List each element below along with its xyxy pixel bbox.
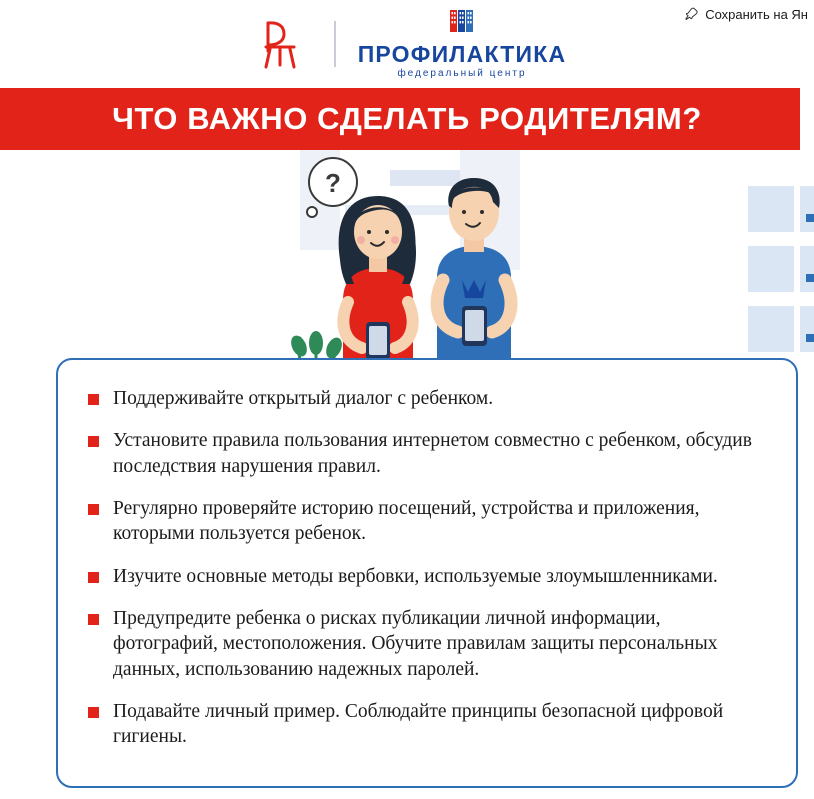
list-item <box>88 564 766 589</box>
bullet-icon <box>88 572 99 583</box>
brand-subtitle: федеральный центр <box>397 68 527 80</box>
brand-name: ПРОФИЛАКТИКА <box>357 41 567 68</box>
tip-text: Предупредите ребенка о рисках публикации личной информации, фотографий, местоположения. Обучите правилам защиты персональных данных, использованию надежных паролей. <box>113 608 718 680</box>
save-to-yandex-label: Сохранить на Ян <box>705 6 808 22</box>
bullet-icon <box>88 394 99 405</box>
tip-text: Подавайте личный пример. Соблюдайте принципы безопасной цифровой гигиены. <box>113 701 724 748</box>
vertical-divider <box>334 21 336 67</box>
tip-text: Установите правила пользования интернетом совместно с ребенком, обсудив последствия нарушения правил. <box>113 430 752 477</box>
list-item <box>88 606 766 682</box>
tips-card <box>56 358 798 788</box>
save-to-yandex-bar[interactable] <box>675 0 814 28</box>
list-item <box>88 496 766 547</box>
pin-icon <box>685 7 699 21</box>
list-item <box>88 428 766 479</box>
list-item <box>88 699 766 750</box>
brand-block <box>358 8 567 79</box>
bullet-icon <box>88 504 99 515</box>
tips-list <box>88 386 766 750</box>
bullet-icon <box>88 614 99 625</box>
bullet-icon <box>88 436 99 447</box>
building-logo-icon <box>442 8 482 39</box>
chair-logo-icon <box>248 16 312 72</box>
tip-text: Регулярно проверяйте историю посещений, устройства и приложения, которыми пользуется ребенок. <box>113 498 700 545</box>
list-item <box>88 386 766 411</box>
tip-text: Изучите основные методы вербовки, используемые злоумышленниками. <box>113 565 718 587</box>
tip-text: Поддерживайте открытый диалог с ребенком. <box>113 388 494 409</box>
svg-text:?: ? <box>325 168 341 198</box>
page-title: ЧТО ВАЖНО СДЕЛАТЬ РОДИТЕЛЯМ? <box>112 101 702 136</box>
bullet-icon <box>88 707 99 718</box>
title-band <box>0 88 814 150</box>
